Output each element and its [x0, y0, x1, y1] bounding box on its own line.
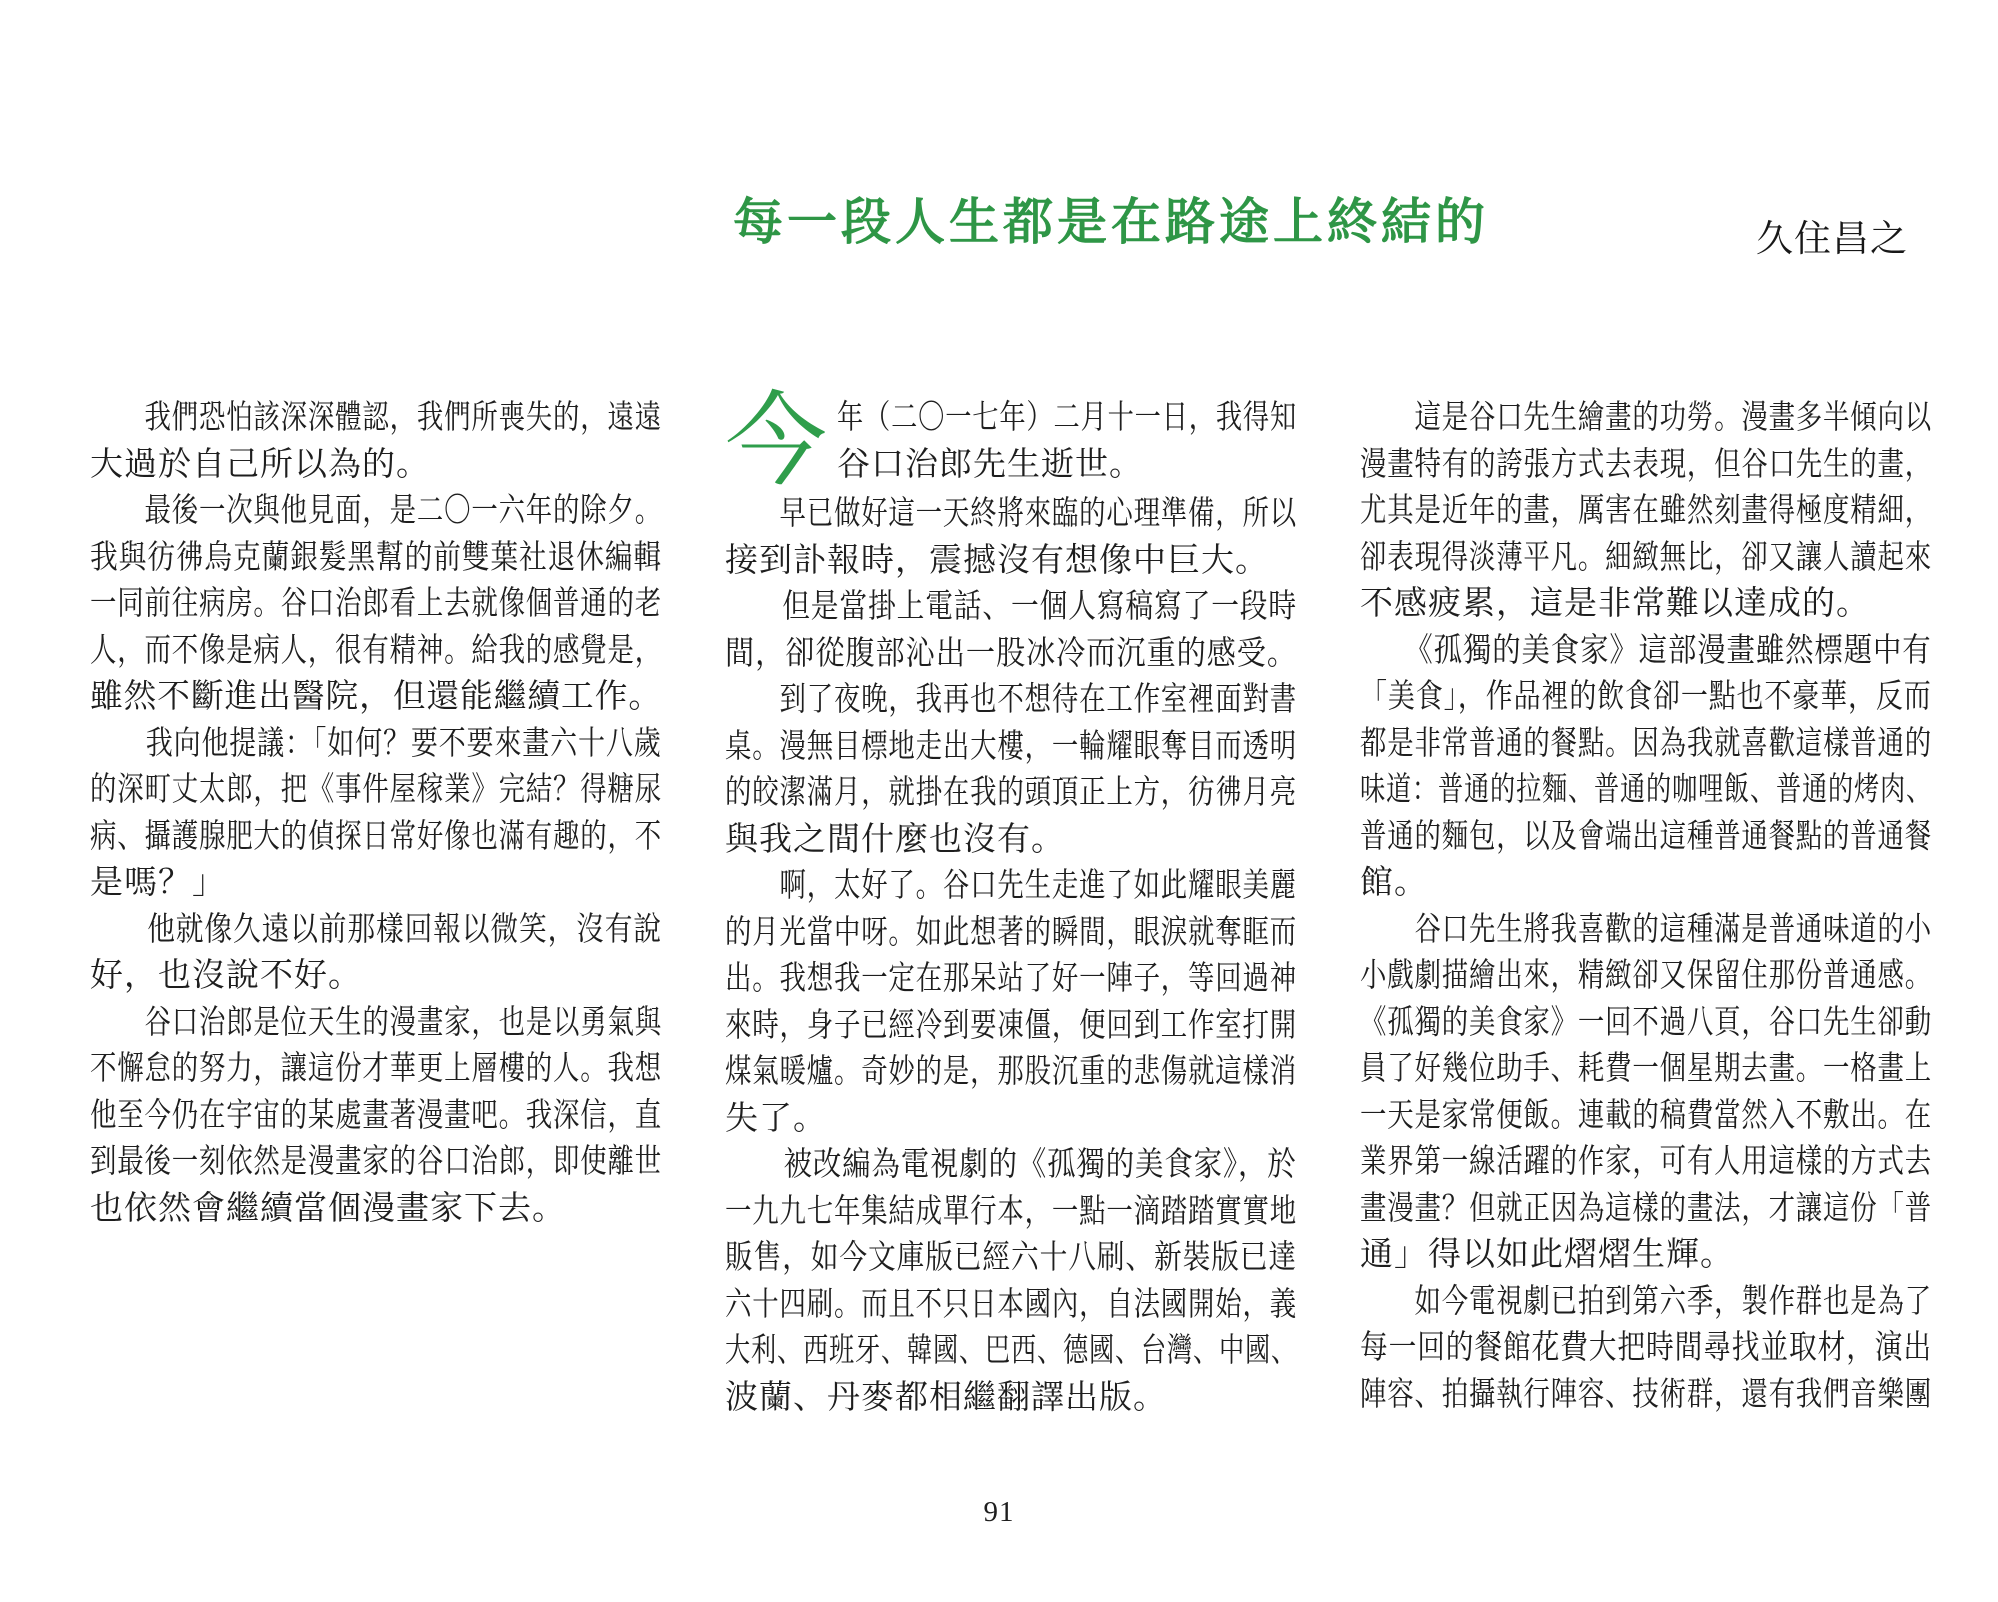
text-line: 的月光當中呀。如此想著的瞬間，眼淚就奪眶而 — [725, 914, 1297, 951]
text-columns — [90, 386, 1932, 1421]
text-line: 六十四刷。而且不只日本國內，自法國開始，義 — [725, 1286, 1297, 1323]
dropcap-paragraph — [725, 386, 1297, 499]
text-line: 波蘭、丹麥都相繼翻譯出版。 — [725, 1379, 1167, 1416]
text-line: 雖然不斷進出醫院，但還能繼續工作。 — [90, 679, 662, 715]
text-line: 來時，身子已經冷到要凍僵，便回到工作室打開 — [725, 1007, 1297, 1044]
text-line: 「美食」，作品裡的飲食卻一點也不豪華，反而 — [1360, 679, 1932, 715]
text-line: 《孤獨的美食家》這部漫畫雖然標題中有 — [1360, 632, 1932, 669]
text-line: 一同前往病房。谷口治郎看上去就像個普通的老 — [90, 586, 662, 622]
column-middle-body — [725, 491, 1297, 1421]
text-line: 大過於自己所以為的。 — [90, 446, 430, 483]
text-line: 到最後一刻依然是漫畫家的谷口治郎，即使離世 — [90, 1144, 662, 1180]
dropcap-lines — [837, 395, 1297, 488]
text-line: 這是谷口先生繪畫的功勞。漫畫多半傾向以 — [1360, 400, 1932, 436]
text-line: 漫畫特有的誇張方式去表現，但谷口先生的畫， — [1360, 446, 1932, 483]
text-line: 病、攝護腺肥大的偵探日常好像也滿有趣的，不 — [90, 818, 662, 855]
text-line: 我與彷彿烏克蘭銀髮黑幫的前雙葉社退休編輯 — [90, 539, 662, 576]
column-middle — [725, 386, 1297, 1421]
text-line: 一九九七年集結成單行本，一點一滴踏踏實實地 — [725, 1193, 1297, 1230]
text-line: 啊，太好了。谷口先生走進了如此耀眼美麗 — [725, 868, 1297, 904]
text-line: 谷口治郎先生逝世。 — [837, 446, 1143, 483]
text-line: 人，而不像是病人，很有精神。給我的感覺是， — [90, 632, 662, 669]
text-line: 我向他提議：「如何？要不要來畫六十八歲 — [90, 725, 662, 762]
text-line: 谷口先生將我喜歡的這種滿是普通味道的小 — [1360, 911, 1932, 948]
text-line: 陣容、拍攝執行陣容、技術群，還有我們音樂團 — [1360, 1376, 1932, 1413]
text-line: 是嗎？」 — [90, 865, 226, 901]
text-line: 間，卻從腹部沁出一股冰冷而沉重的感受。 — [725, 635, 1297, 672]
text-line: 不懈怠的努力，讓這份才華更上層樓的人。我想 — [90, 1051, 662, 1087]
text-line: 的皎潔滿月，就掛在我的頭頂正上方，彷彿月亮 — [725, 775, 1297, 811]
text-line: 他就像久遠以前那樣回報以微笑，沒有說 — [90, 911, 662, 948]
text-line: 員了好幾位助手、耗費一個星期去畫。一格畫上 — [1360, 1051, 1932, 1087]
text-line: 業界第一線活躍的作家，可有人用這樣的方式去 — [1360, 1144, 1932, 1180]
text-line: 谷口治郎是位天生的漫畫家，也是以勇氣與 — [90, 1004, 662, 1041]
text-line: 每一回的餐館花費大把時間尋找並取材，演出 — [1360, 1330, 1932, 1366]
column-right — [1360, 395, 1932, 1421]
text-line: 我們恐怕該深深體認，我們所喪失的，遠遠 — [90, 400, 662, 436]
text-line: 被改編為電視劇的《孤獨的美食家》，於 — [725, 1147, 1297, 1183]
text-line: 大利、西班牙、韓國、巴西、德國、台灣、中國、 — [725, 1333, 1297, 1369]
text-line: 一天是家常便飯。連載的稿費當然入不敷出。在 — [1360, 1097, 1932, 1134]
column-left — [90, 395, 662, 1421]
page-number: 91 — [983, 1496, 1015, 1528]
page-title: 每一段人生都是在路途上終結的 — [733, 194, 1489, 250]
author-name: 久住昌之 — [1756, 219, 1908, 260]
text-line: 的深町丈太郎，把《事件屋稼業》完結？得糖尿 — [90, 772, 662, 808]
text-line: 館。 — [1360, 865, 1428, 901]
text-line: 不感疲累，這是非常難以達成的。 — [1360, 586, 1870, 622]
text-line: 尤其是近年的畫，厲害在雖然刻畫得極度精細， — [1360, 493, 1932, 529]
text-line: 出。我想我一定在那呆站了好一陣子，等回過神 — [725, 961, 1297, 997]
text-line: 《孤獨的美食家》一回不過八頁，谷口先生卻動 — [1360, 1004, 1932, 1041]
text-line: 通」得以如此熠熠生輝。 — [1360, 1237, 1734, 1273]
text-line: 如今電視劇已拍到第六季，製作群也是為了 — [1360, 1283, 1932, 1320]
text-line: 好，也沒說不好。 — [90, 958, 362, 994]
text-line: 味道：普通的拉麵、普通的咖哩飯、普通的烤肉、 — [1360, 772, 1932, 808]
text-line: 煤氣暖爐。奇妙的是，那股沉重的悲傷就這樣消 — [725, 1054, 1297, 1090]
dropcap-character: 今 — [725, 386, 827, 499]
text-line: 接到訃報時，震撼沒有想像中巨大。 — [725, 542, 1269, 579]
text-line: 小戲劇描繪出來，精緻卻又保留住那份普通感。 — [1360, 958, 1932, 994]
text-line: 桌。漫無目標地走出大樓，一輪耀眼奪目而透明 — [725, 728, 1297, 765]
text-line: 畫漫畫？但就正因為這樣的畫法，才讓這份「普 — [1360, 1190, 1932, 1227]
text-line: 他至今仍在宇宙的某處畫著漫畫吧。我深信，直 — [90, 1097, 662, 1134]
text-line: 也依然會繼續當個漫畫家下去。 — [90, 1190, 566, 1227]
text-line: 到了夜晚，我再也不想待在工作室裡面對書 — [725, 682, 1297, 718]
text-line: 普通的麵包，以及會端出這種普通餐點的普通餐 — [1360, 818, 1932, 855]
text-line: 但是當掛上電話、一個人寫稿寫了一段時 — [725, 589, 1297, 625]
text-line: 最後一次與他見面，是二〇一六年的除夕。 — [90, 493, 662, 529]
text-line: 都是非常普通的餐點。因為我就喜歡這樣普通的 — [1360, 725, 1932, 762]
text-line: 失了。 — [725, 1100, 827, 1137]
text-line: 販售，如今文庫版已經六十八刷、新裝版已達 — [725, 1240, 1297, 1276]
text-line: 年（二〇一七年）二月十一日，我得知 — [837, 400, 1297, 436]
text-line: 卻表現得淡薄平凡。細緻無比，卻又讓人讀起來 — [1360, 539, 1932, 576]
text-line: 與我之間什麼也沒有。 — [725, 821, 1065, 858]
text-line: 早已做好這一天終將來臨的心理準備，所以 — [725, 496, 1297, 532]
